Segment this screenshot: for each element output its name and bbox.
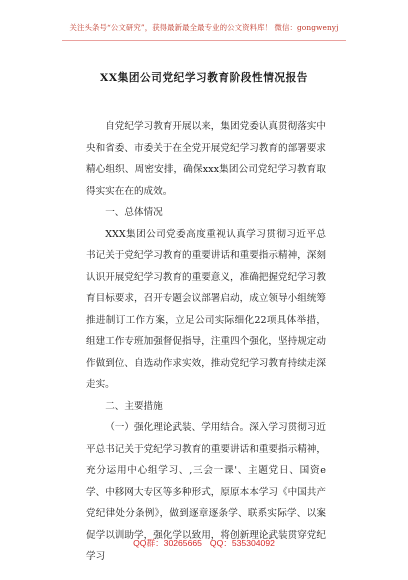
document-body (86, 116, 326, 568)
measures-paragraph: （一）强化理论武装、学用结合。深入学习贯彻习近平总书记关于党纪学习教育的重要讲话和重要指示精神，充分运用中心组学习、,三会一课'、主题党日、国资e学、中移网大专区等多种形式，原原本本学习《中国共产党纪律处分条例》，做到逐章逐条学、联系实际学、以案促学以训助学，强化学以致用，将创新理论武装贯穿党纪学习 (86, 422, 326, 562)
qq-group-number: QQ群：30265665 (133, 538, 202, 548)
header-divider (62, 40, 346, 41)
intro-paragraph: 自党纪学习教育开展以来，集团党委认真贯彻落实中央和省委、市委关于在全党开展党纪学习教育的部署要求精心组织、周密安排，确保xxx集团公司党纪学习教育取得实实在在的成效。 (86, 121, 326, 197)
qq-number: QQ：535304092 (209, 538, 275, 548)
footer-contact (0, 537, 408, 549)
section-heading-measures: 二、主要措施 (105, 400, 163, 412)
overview-paragraph: XXX集团公司党委高度重视认真学习贯彻习近平总书记关于党纪学习教育的重要讲话和重要指示精神，深刻认识开展党纪学习教育的重要意义，准确把握党纪学习教育目标要求，召开专题会议部署启动，成立领导小组统筹推进制订工作方案，立足公司实际细化22项具体举措，组建工作专班加强督促指导，注重四个强化，坚持规定动作做到位、自选动作求实效，推动党纪学习教育持续走深走实。 (86, 228, 326, 390)
section-heading-overview: 一、总体情况 (105, 207, 163, 218)
document-title: XX集团公司党纪学习教育阶段性情况报告 (100, 72, 308, 84)
header-banner: 关注头条号“公文研究”，获得最新最全最专业的公文资料库！ 微信：gongwenyj (69, 23, 339, 32)
